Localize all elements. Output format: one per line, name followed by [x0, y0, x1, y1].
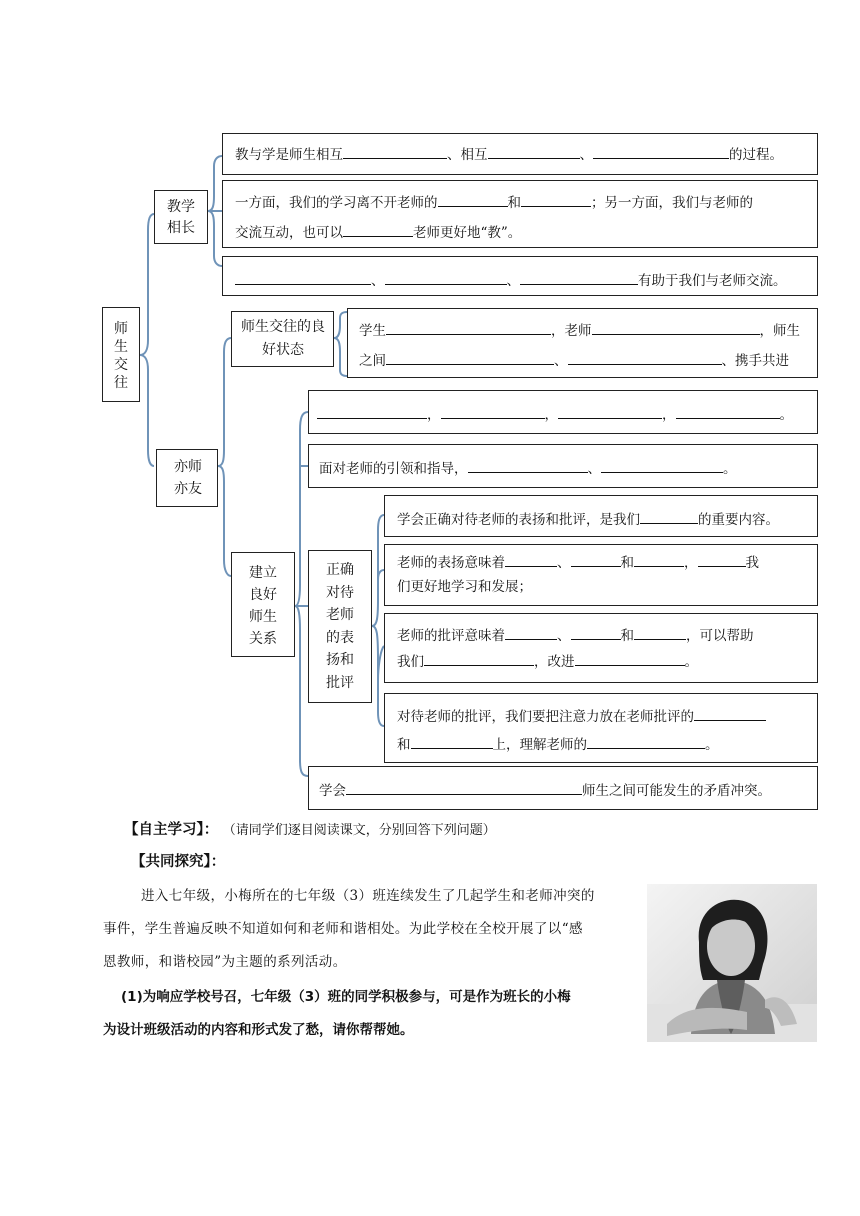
blank[interactable] [468, 458, 588, 473]
blank[interactable] [634, 552, 684, 567]
teach-item-3 [222, 256, 818, 296]
blank[interactable] [676, 404, 780, 419]
blank[interactable] [505, 625, 557, 640]
text: 、 [557, 628, 571, 644]
blank[interactable] [592, 320, 760, 335]
blank[interactable] [424, 651, 534, 666]
state-label: 师生交往的良好状态 [241, 319, 325, 358]
text: 和 [507, 195, 521, 211]
friend-label: 亦师亦友 [174, 459, 202, 497]
explore-title: 【共同探究】： [131, 854, 226, 870]
blank[interactable] [505, 552, 557, 567]
blank[interactable] [575, 651, 685, 666]
blank[interactable] [343, 144, 447, 159]
build-row-1 [308, 390, 818, 434]
text: 教与学是师生相互 [235, 147, 343, 163]
text: ；另一方面，我们与老师的 [591, 195, 753, 211]
text: 、 [554, 353, 568, 369]
blank[interactable] [346, 780, 582, 795]
text: 学生 [359, 323, 386, 339]
text: ， [684, 555, 698, 571]
question-paragraph [103, 981, 643, 1047]
blank[interactable] [520, 270, 638, 285]
text: 、 [579, 147, 593, 163]
text: ，师生 [759, 323, 800, 339]
praise-item-2 [384, 544, 818, 606]
blank[interactable] [411, 734, 493, 749]
text: 和 [397, 737, 411, 753]
text: ，老师 [551, 323, 592, 339]
teach-label: 教学相长 [167, 199, 195, 236]
build-row-2 [308, 444, 818, 488]
text: 和 [620, 555, 634, 571]
self-study-title: 【自主学习】： [124, 822, 219, 838]
praise-label: 正确对待老师的表扬和批评 [326, 562, 354, 691]
text: ， [662, 407, 676, 423]
blank[interactable] [634, 625, 686, 640]
text: 、携手共进 [721, 353, 789, 369]
friend-node [156, 449, 218, 507]
blank[interactable] [587, 734, 705, 749]
text: 一方面，我们的学习离不开老师的 [235, 195, 438, 211]
para-line-3: 恩教师，和谐校园”为主题的系列活动。 [103, 954, 347, 970]
text: 。 [779, 407, 793, 423]
text: 、 [506, 273, 520, 289]
text: 。 [684, 654, 698, 670]
blank[interactable] [568, 350, 722, 365]
text: 交流互动，也可以 [235, 225, 343, 241]
blank[interactable] [343, 222, 413, 237]
praise-item-4 [384, 693, 818, 763]
text: ， [544, 407, 558, 423]
blank[interactable] [386, 320, 551, 335]
text: 。 [705, 737, 719, 753]
blank[interactable] [640, 509, 698, 524]
praise-node [308, 550, 372, 703]
build-row-last [308, 766, 818, 810]
text: 们更好地学习和发展； [397, 579, 532, 595]
text: 老师的批评意味着 [397, 628, 505, 644]
blank[interactable] [317, 404, 427, 419]
self-study-line [124, 818, 496, 839]
praise-item-3 [384, 613, 818, 683]
text: 的重要内容。 [698, 512, 779, 528]
text: 我们 [397, 654, 424, 670]
text: 、相互 [447, 147, 488, 163]
explore-paragraph [103, 880, 643, 979]
text: 老师更好地“教”。 [413, 225, 522, 241]
blank[interactable] [694, 706, 766, 721]
teach-item-1 [222, 133, 818, 175]
blank[interactable] [558, 404, 662, 419]
root-label: 师生交往 [114, 321, 128, 391]
student-photo [647, 884, 817, 1042]
root-node [102, 307, 140, 402]
text: 、 [557, 555, 571, 571]
text: ， [427, 407, 441, 423]
text: 上，理解老师的 [492, 737, 587, 753]
text: 。 [723, 461, 737, 477]
blank[interactable] [601, 458, 723, 473]
text: 的过程。 [729, 147, 783, 163]
text: 学会正确对待老师的表扬和批评，是我们 [397, 512, 640, 528]
text: 有助于我们与老师交流。 [638, 273, 787, 289]
blank[interactable] [438, 192, 508, 207]
student-illustration [647, 884, 817, 1042]
teach-node [154, 190, 208, 244]
blank[interactable] [488, 144, 580, 159]
question-line-1: (1)为响应学校号召，七年级（3）班的同学积极参与，可是作为班长的小梅 [121, 989, 571, 1005]
text: 和 [620, 628, 634, 644]
blank[interactable] [571, 552, 621, 567]
para-line-1: 进入七年级，小梅所在的七年级（3）班连续发生了几起学生和老师冲突的 [141, 888, 595, 904]
praise-item-1 [384, 495, 818, 537]
state-content [347, 308, 818, 378]
text: ，可以帮助 [686, 628, 754, 644]
build-label: 建立良好师生关系 [249, 565, 277, 647]
text: 师生之间可能发生的矛盾冲突。 [582, 783, 771, 799]
text: ，改进 [534, 654, 575, 670]
text: 我 [745, 555, 759, 571]
teach-item-2 [222, 180, 818, 248]
para-line-2: 事件，学生普遍反映不知道如何和老师和谐相处。为此学校在全校开展了以“感 [103, 921, 583, 937]
blank[interactable] [571, 625, 621, 640]
blank[interactable] [521, 192, 591, 207]
blank[interactable] [235, 270, 371, 285]
text: 、 [587, 461, 601, 477]
text: 老师的表扬意味着 [397, 555, 505, 571]
text: 对待老师的批评，我们要把注意力放在老师批评的 [397, 709, 694, 725]
text: 面对老师的引领和指导， [319, 461, 468, 477]
blank[interactable] [593, 144, 729, 159]
blank[interactable] [441, 404, 545, 419]
state-node [231, 311, 334, 367]
question-line-2: 为设计班级活动的内容和形式发了愁，请你帮帮她。 [103, 1022, 414, 1038]
blank[interactable] [698, 552, 746, 567]
blank[interactable] [385, 270, 507, 285]
text: 、 [371, 273, 385, 289]
blank[interactable] [386, 350, 554, 365]
text: 之间 [359, 353, 386, 369]
build-node [231, 552, 295, 657]
text: 学会 [319, 783, 346, 799]
self-study-note: （请同学们逐目阅读课文，分别回答下列问题） [222, 823, 496, 838]
